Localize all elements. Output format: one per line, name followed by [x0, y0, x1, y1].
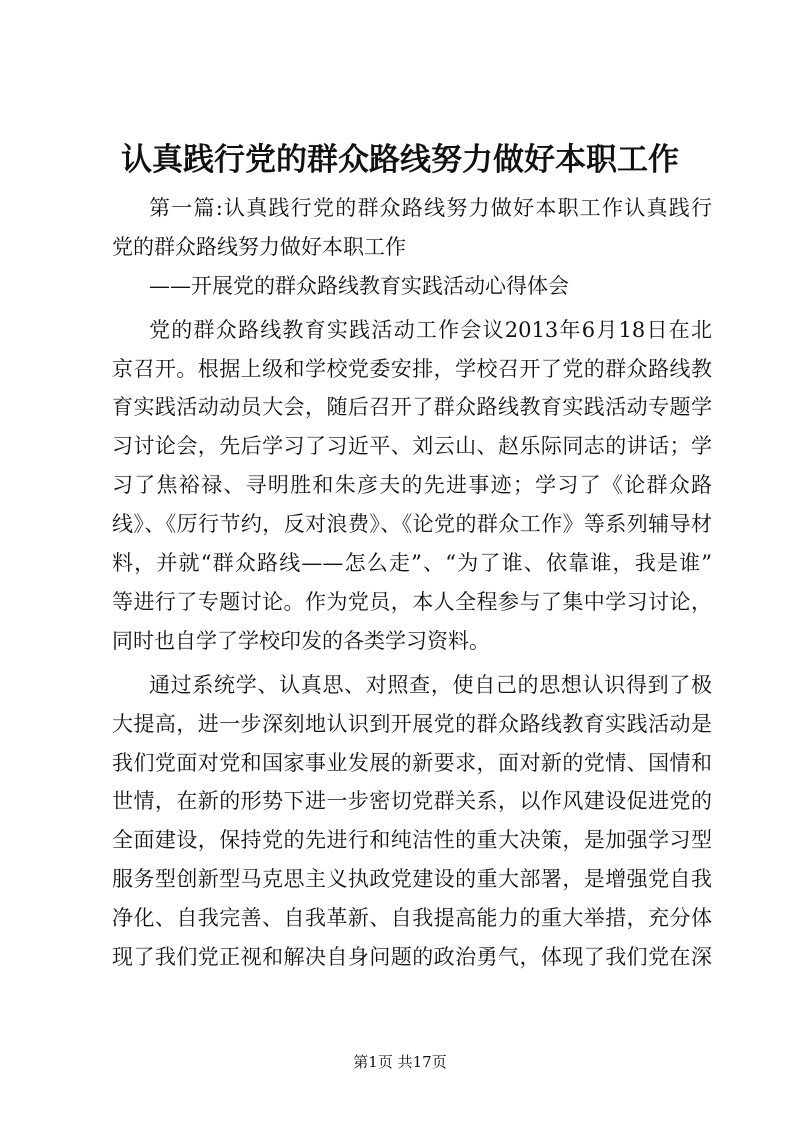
- body-line: 世情，在新的形势下进一步密切党群关系，以作风建设促进党的: [112, 789, 712, 813]
- body-line: 习讨论会，先后学习了习近平、刘云山、赵乐际同志的讲话；学: [112, 434, 712, 458]
- body-line: 现了我们党正视和解决自身问题的政治勇气，体现了我们党在深: [112, 945, 712, 969]
- body-line: 党的群众路线努力做好本职工作: [112, 235, 406, 259]
- body-line: 料，并就“群众路线——怎么走”、“为了谁、依靠谁，我是谁”: [112, 551, 712, 575]
- body-line: 全面建设，保持党的先进行和纯洁性的重大决策，是加强学习型: [112, 828, 712, 852]
- body-line: 我们党面对党和国家事业发展的新要求，面对新的党情、国情和: [112, 751, 712, 775]
- body-line: 京召开。根据上级和学校党委安排，学校召开了党的群众路线教: [112, 357, 712, 381]
- body-line: ——开展党的群众路线教育实践活动心得体会: [149, 274, 569, 298]
- body-line: 等进行了专题讨论。作为党员，本人全程参与了集中学习讨论，: [112, 590, 712, 614]
- document-title: 认真践行党的群众路线努力做好本职工作: [121, 142, 679, 178]
- page-number-footer: 第1页 共17页: [353, 1053, 447, 1071]
- body-line: 第一篇:认真践行党的群众路线努力做好本职工作认真践行: [149, 196, 712, 220]
- body-line: 线》、《厉行节约，反对浪费》、《论党的群众工作》等系列辅导材: [112, 512, 712, 536]
- body-line: 服务型创新型马克思主义执政党建设的重大部署，是增强党自我: [112, 867, 712, 891]
- body-line: 净化、自我完善、自我革新、自我提高能力的重大举措，充分体: [112, 906, 712, 930]
- body-line: 党的群众路线教育实践活动工作会议2013年6月18日在北: [149, 318, 712, 342]
- body-line: 通过系统学、认真思、对照查，使自己的思想认识得到了极: [149, 673, 712, 697]
- body-line: 习了焦裕禄、寻明胜和朱彦夫的先进事迹；学习了《论群众路: [112, 473, 712, 497]
- body-line: 育实践活动动员大会，随后召开了群众路线教育实践活动专题学: [112, 395, 712, 419]
- body-line: 同时也自学了学校印发的各类学习资料。: [112, 629, 490, 653]
- body-line: 大提高，进一步深刻地认识到开展党的群众路线教育实践活动是: [112, 712, 712, 736]
